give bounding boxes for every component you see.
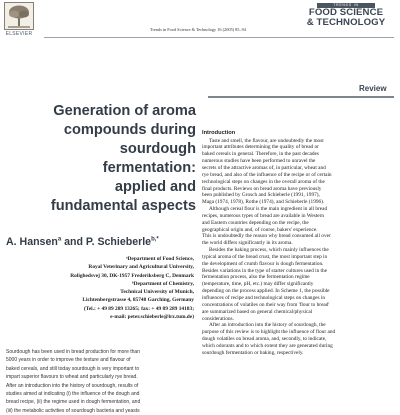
- body-text-line: the world differs significantly in its aroma.: [202, 240, 293, 247]
- journal-citation: Trends in Food Science & Technology 16 (2005) 85–94: [150, 27, 246, 32]
- body-text-line: important attributes determining the quality of bread or: [202, 144, 319, 151]
- body-text-line: technological steps on changes in the overall aroma of the: [202, 178, 325, 185]
- title-line: sourdough: [119, 140, 196, 157]
- journal-name-line2: & TECHNOLOGY: [306, 17, 386, 28]
- body-text-line: Maga (1974, 1978), Rothe (1974), and Schieberle (1996).: [202, 199, 325, 206]
- abstract-line: After an introduction into the history of sourdough, results of: [6, 382, 139, 389]
- body-text-line: concentrations of volatiles on their way from 'flour to bread': [202, 301, 330, 308]
- abstract-line: baked cereals, and still today sourdough is very important to: [6, 365, 140, 372]
- header-divider: [44, 37, 394, 38]
- affiliation-line: Lichtenbergstrasse 4, 85748 Garching, Germany: [82, 297, 194, 304]
- email-line[interactable]: e-mail: peter.schieberle@lrz.tum.de): [110, 314, 194, 321]
- title-line: fermentation:: [102, 159, 196, 176]
- abstract-line: (iii) the metabolic activities of sourdough bacteria and yeasts: [6, 407, 140, 414]
- author-affil-mark: a: [57, 236, 62, 243]
- body-text-line: This is undoubtedly the reason why bread consumed all over: [202, 233, 331, 240]
- body-text-line: sourdough fermentation or baking, respectively.: [202, 349, 304, 356]
- body-text-line: Besides the baking process, which mainly influences the: [209, 247, 329, 254]
- title-line: Generation of aroma: [53, 103, 196, 119]
- body-text-line: which odorants and to which extent they are generated during: [202, 342, 333, 349]
- body-text-line: geographical origin and, of course, bakers' experience.: [202, 226, 318, 233]
- body-text-line: numerous studies have been performed to unravel the: [202, 158, 316, 165]
- affiliation-line: ᵃDepartment of Food Science,: [125, 256, 194, 262]
- body-text-line: recipes, numerous types of bread are available in Western: [202, 212, 324, 219]
- affiliation-line: Technical University of Munich,: [120, 289, 194, 296]
- body-text-line: the development of crumb flavour is dough fermentation.: [202, 260, 324, 267]
- author-separator: and: [61, 236, 86, 248]
- journal-banner: TRENDS IN: [317, 3, 375, 8]
- abstract-line: Sourdough has been used in bread production for more than: [6, 349, 140, 355]
- affiliation-line: Rolighedsvej 30, DK-1957 Frederiksberg C, Denmark: [70, 272, 194, 279]
- body-text-line: and Eastern countries depending on the recipe, the: [202, 219, 309, 226]
- body-text-line: secrets of the attractive aromas of, in particular, wheat and: [202, 164, 326, 171]
- title-line: applied and: [114, 178, 196, 195]
- body-text-line: baked cereals in general. Therefore, in the past decades: [202, 151, 319, 158]
- body-text-line: (temperature, time, pH, etc.) may differ significantly: [202, 281, 314, 288]
- author-name: P. Schieberle: [85, 236, 152, 248]
- body-text-line: rye bread, and also of the influence of the recipe or of certain: [202, 171, 332, 178]
- body-text-line: purpose of this review is to highlight the influence of flour and: [202, 329, 336, 336]
- affiliation-line: Royal Veterinary and Agricultural University,: [88, 264, 194, 271]
- article-title: [6, 102, 196, 215]
- author-name: A. Hansen: [6, 236, 58, 248]
- body-text-line: typical aroma of the bread crust, the most important step in: [202, 253, 328, 260]
- elsevier-logo: [2, 2, 36, 42]
- abstract-line: studies aimed at indicating (i) the influence of the dough and: [6, 391, 140, 398]
- title-line: fundamental aspects: [50, 197, 196, 214]
- body-text-line: considerations.: [202, 315, 234, 322]
- abstract-line: 5000 years in order to improve the texture and flavour of: [6, 357, 131, 364]
- publisher-name: ELSEVIER: [5, 31, 33, 37]
- body-text-line: Although cereal flour is the main ingredient in all bread: [209, 206, 328, 213]
- author-affil-mark: b,*: [151, 236, 159, 243]
- body-text-line: Besides variations in the type of starter cultures used in the: [202, 267, 328, 274]
- body-text-line: fermentation process, also the fermentation regime: [202, 274, 310, 281]
- body-text-line: influences of recipe and technological steps on changes in: [202, 295, 325, 301]
- abstract-line: impart superior flavours to wheat and particularly rye bread.: [6, 374, 138, 381]
- affiliations: [10, 255, 194, 321]
- journal-masthead: [296, 3, 396, 33]
- section-rule: [208, 96, 394, 98]
- body-text-line: dough volatiles on bread aroma, and, secondly, to indicate,: [202, 336, 327, 343]
- author-list: [6, 236, 159, 248]
- elsevier-tree-icon: [4, 2, 34, 30]
- journal-name-line1: FOOD SCIENCE: [308, 7, 384, 18]
- affiliation-line: ᵇDepartment of Chemistry,: [131, 280, 194, 287]
- introduction-section: [202, 130, 392, 357]
- body-text-line: Taste and smell, the flavour, are undoubtedly the most: [209, 137, 324, 144]
- section-label: Review: [359, 84, 387, 93]
- introduction-body: [202, 138, 392, 357]
- abstract: [6, 348, 198, 415]
- body-text-line: After an introduction into the history of sourdough, the: [209, 322, 326, 329]
- abstract-line: bread recipe, (ii) the regime used in dough fermentation, and: [6, 399, 141, 406]
- body-text-line: are summarized based on general chemical/physical: [202, 308, 313, 315]
- contact-line: (Tel.: + 49 89 289 13265; fax: + 49 89 289 14183;: [83, 305, 194, 312]
- title-line: compounds during: [63, 121, 196, 138]
- introduction-heading: Introduction: [202, 130, 236, 136]
- body-text-line: depending on the process applied. In Scheme 1, the possible: [202, 288, 330, 295]
- body-text-line: been published by Grosch and Schieberle (1991, 1997),: [202, 192, 320, 199]
- body-text-line: final products. Reviews on bread aroma have previously: [202, 185, 322, 192]
